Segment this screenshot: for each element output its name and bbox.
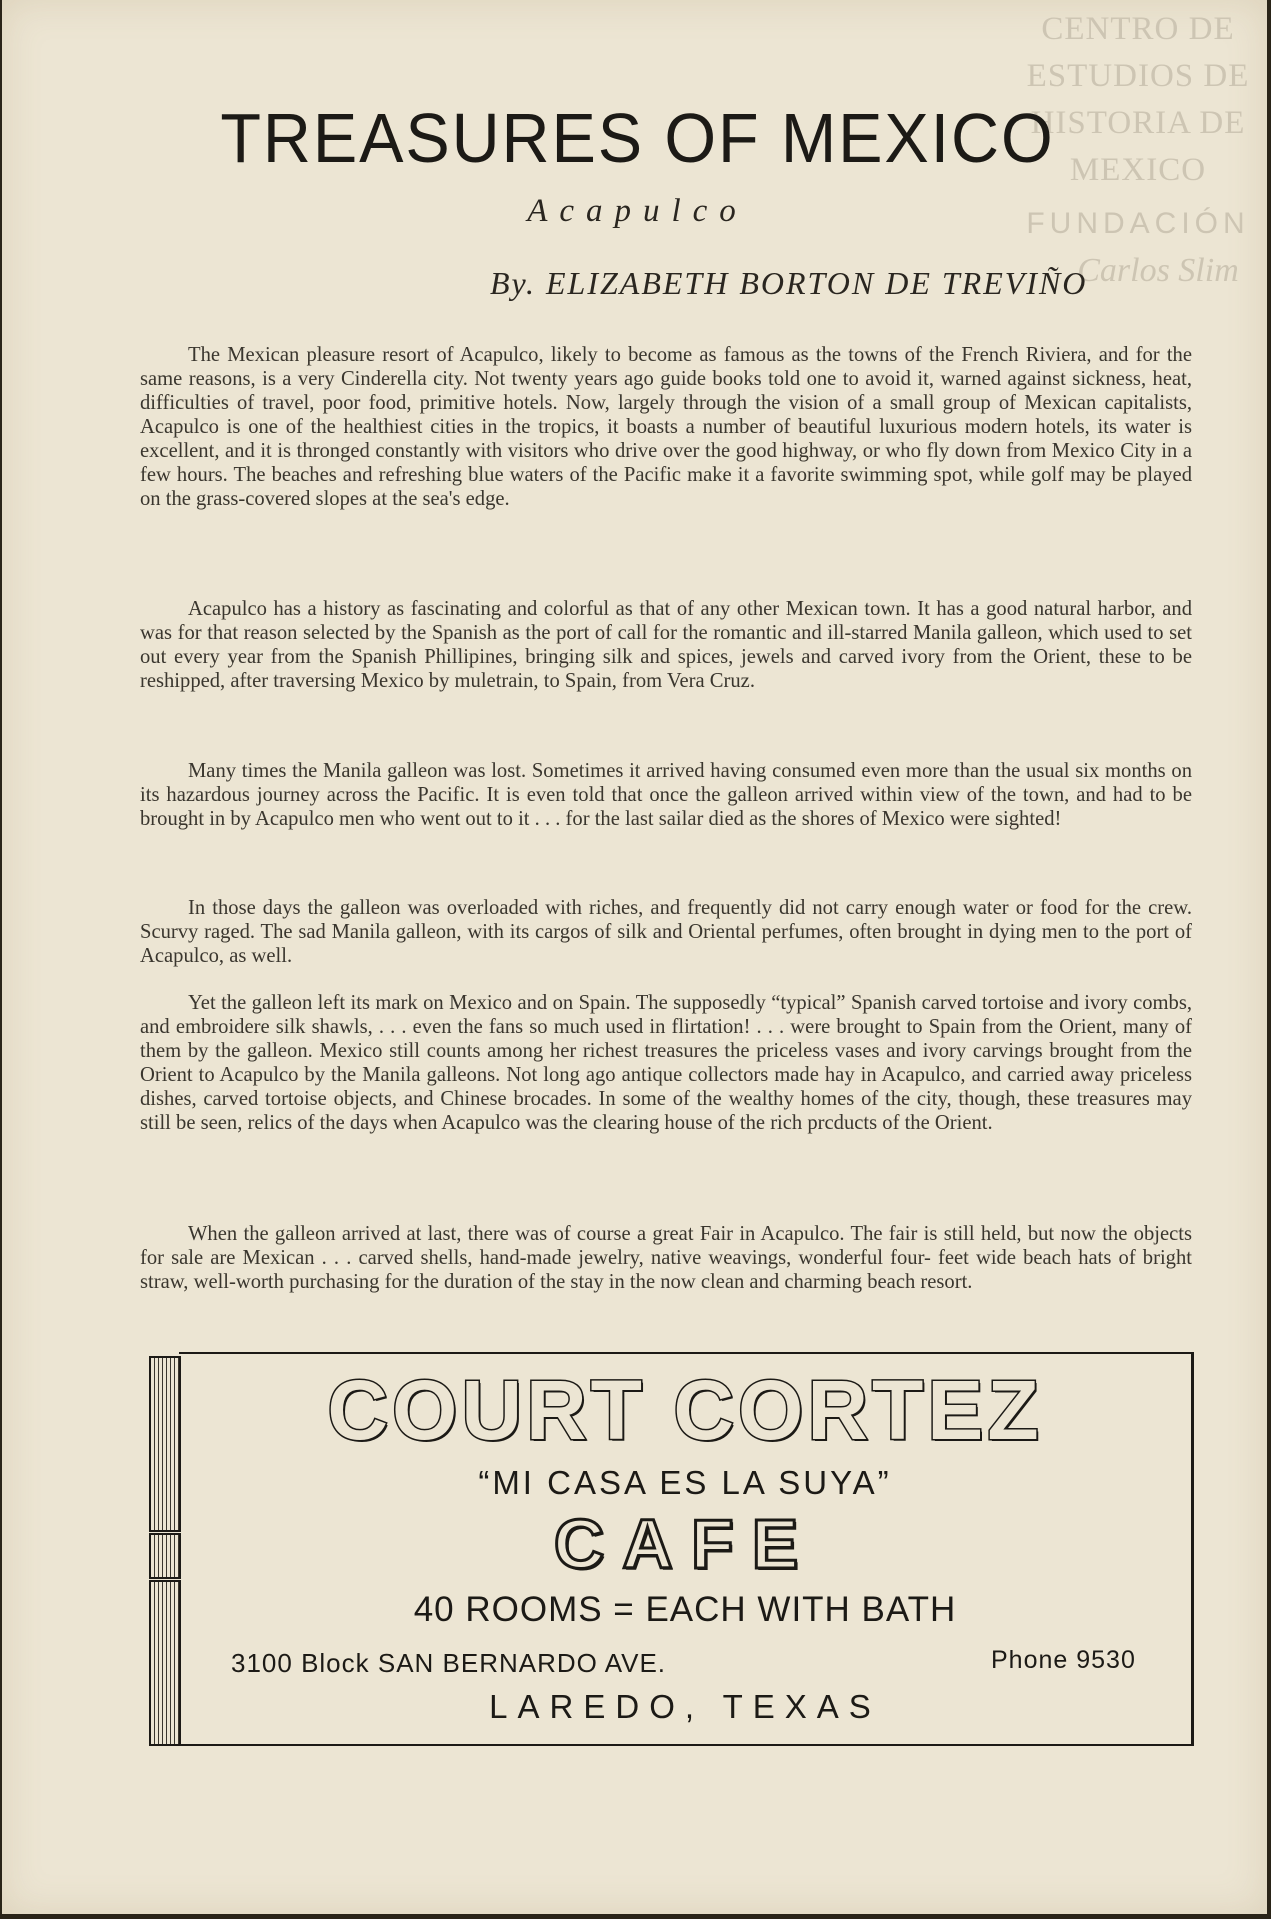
article-paragraph: In those days the galleon was overloaded with riches, and frequently did not carry enough water or food for the crew. Scurvy raged. The sad Manila galleon, with its cargos of silk and Oriental perfumes, often brought in dying men to the port of Acapulco, as well. [140, 897, 1192, 967]
stamp-foundation: FUNDACIÓN [1026, 207, 1250, 240]
ornament-panel [149, 1533, 181, 1579]
article-paragraph: Many times the Manila galleon was lost. Sometimes it arrived having consumed even more than the usual six months on its hazardous journey across the Pacific. It is even told that once the galleon arrived within view of the town, and had to be brought in by Acapulco men who went out to it . . . for the last sailar died as the shores of Mexico were sighted! [140, 760, 1192, 830]
court-cortez-advertisement [147, 1352, 1193, 1744]
ad-rooms: 40 ROOMS = EACH WITH BATH [413, 1590, 957, 1629]
article-title: TREASURES OF MEXICO [220, 99, 1055, 177]
article-paragraph: When the galleon arrived at last, there was of course a great Fair in Acapulco. The fair is still held, but now the objects for sale are Mexican . . . carved shells, hand-made jewelry, native weavings, wonderful four- feet wide beach hats of bright straw, well-worth purchasing for the duration of the stay in the now clean and charming beach resort. [140, 1223, 1192, 1293]
ad-phone: Phone 9530 [991, 1646, 1136, 1674]
article-paragraph: Yet the galleon left its mark on Mexico and on Spain. The supposedly “typical” Spanish carved tortoise and ivory combs, and embroidere silk shawls, . . . even the fans so much used in flirtation! . . . were brought to Spain from the Orient, many of them by the galleon. Mexico still counts among her richest treasures the priceless vases and ivory carvings brought from the Orient to Acapulco by the Manila galleons. Not long ago antique collectors made hay in Acapulco, and carried away priceless dishes, carved tortoise objects, and Chinese brocades. In some of the wealthy homes of the city, though, these treasures may still be seen, relics of the days when Acapulco was the clearing house of the rich prcducts of the Orient. [140, 992, 1192, 1134]
ad-business-name: COURT CORTEZ [327, 1363, 1043, 1457]
stamp-signature: Carlos Slim [1077, 252, 1239, 289]
magazine-page [2, 0, 1267, 1914]
article-byline: By. ELIZABETH BORTON DE TREVIÑO [490, 265, 1088, 301]
ornament-panel [149, 1356, 181, 1532]
article-subtitle: Acapulco [527, 193, 748, 229]
ornament-panel [149, 1580, 181, 1746]
ad-cafe-label: CAFE [553, 1505, 817, 1583]
ad-motto: “MI CASA ES LA SUYA” [478, 1464, 892, 1501]
article-paragraph: Acapulco has a history as fascinating and colorful as that of any other Mexican town. It has a good natural harbor, and was for that reason selected by the Spanish as the port of call for the romantic and ill-starred Manila galleon, which used to set out every year from the Spanish Phillipines, bringing silk and spices, jewels and carved ivory from the Orient, these to be reshipped, after traversing Mexico by muletrain, to Spain, from Vera Cruz. [140, 598, 1192, 692]
ad-city: LAREDO, TEXAS [489, 1688, 881, 1725]
ad-address: 3100 Block SAN BERNARDO AVE. [231, 1648, 667, 1678]
article-paragraph: The Mexican pleasure resort of Acapulco, likely to become as famous as the towns of the French Riviera, and for the same reasons, is a very Cinderella city. Not twenty years ago guide books told one to avoid it, warned against sickness, heat, difficulties of travel, poor food, primitive hotels. Now, largely through the vision of a small group of Mexican capitalists, Acapulco is one of the healthiest cities in the tropics, it boasts a number of beautiful luxurious modern hotels, its water is excellent, and it is thronged constantly with visitors who drive over the good highway, or who fly down from Mexico City in a few hours. The beaches and refreshing blue waters of the Pacific make it a favorite swimming spot, while golf may be played on the grass-covered slopes at the sea's edge. [140, 344, 1192, 510]
stamp-institution: CENTRO DE ESTUDIOS DE HISTORIA DE MEXICO [1026, 11, 1250, 188]
